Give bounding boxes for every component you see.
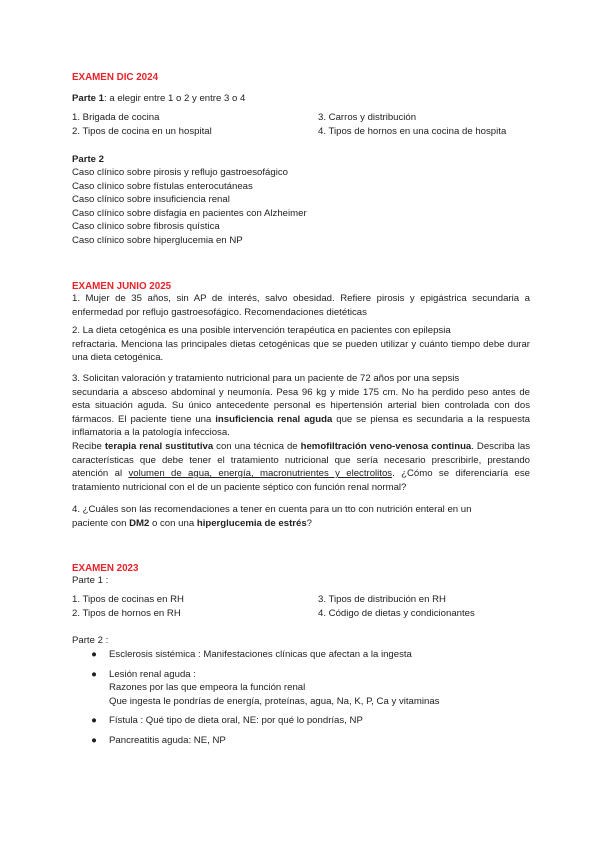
bullet-text: Esclerosis sistémica : Manifestaciones clínicas que afectan a la ingesta [109,649,412,660]
dic2024-items-left [72,111,212,138]
bullet-text: Lesión renal aguda : [109,668,196,680]
ex2023-parte2-label: Parte 2 : [72,635,109,646]
underlined-run: volumen de agua, energía, macronutrientes y electrolitos [128,468,393,480]
junio2025-question-4 [72,503,530,530]
bullet-icon: ● [91,649,97,660]
list-item: 4. Código de dietas y condicionantes [318,607,475,619]
ex2023-items-right [318,593,475,620]
text-run: . Describa las características que debe tener el tratamiento nutricional que sería necesario prescribirle, prestando atención al [72,440,530,480]
list-item: Caso clínico sobre disfagia en pacientes con Alzheimer [72,207,307,219]
text-run: con una técnica de [213,440,301,452]
list-item: 1. Tipos de cocinas en RH [72,594,184,605]
text-run: ? [306,517,313,529]
text-run: paciente con [72,517,130,529]
list-item [90,734,530,748]
dic2024-parte1-label: Parte 1 [72,93,104,104]
bullet-text: Que ingesta le pondrías de energía, proteínas, agua, Na, K, P, Ca y vitaminas [109,695,440,707]
bold-run: insuficiencia renal aguda [215,413,333,425]
list-item: 2. Tipos de hornos en RH [72,607,181,619]
list-item: 2. Tipos de cocina en un hospital [72,125,212,137]
list-item: 1. Brigada de cocina [72,112,160,123]
text-run: Recibe [72,440,105,452]
list-item: 4. Tipos de hornos en una cocina de hospita [318,125,507,137]
question-2-rest: refractaria. Menciona las principales dietas cetogénicas que se pueden utilizar y cuánto tiempo debe durar una dieta cetogénica. [72,338,530,364]
list-item: Caso clínico sobre fibrosis quística [72,221,220,233]
list-item: Caso clínico sobre pirosis y reflujo gastroesofágico [72,167,288,178]
text-run: que se piensa es secundaria a la respuesta inflamatoria a la patología infecciosa. [72,413,530,439]
list-item: 3. Carros y distribución [318,112,417,123]
question-4-line1: 4. ¿Cuáles son las recomendaciones a tener en cuenta para un tto con nutrición enteral en un [72,504,472,515]
dic2024-parte2-label: Parte 2 [72,154,104,165]
text-run: o con una [149,517,197,529]
question-4-line2 [72,517,530,531]
ex2023-items-left [72,593,184,620]
ex2023-parte1-label: Parte 1 : [72,575,109,586]
dic2024-parte1-desc: : a elegir entre 1 o 2 y entre 3 o 4 [104,93,246,104]
junio2025-question-1: 1. Mujer de 35 años, sin AP de interés, salvo obesidad. Refiere pirosis y epigástrica secundaria a enfermedad por reflujo gastroesofágico. Recomendaciones dietéticas [72,293,530,318]
junio2025-question-2 [72,324,530,365]
section-title-2023: EXAMEN 2023 [72,563,139,574]
section-title-dic-2024: EXAMEN DIC 2024 [72,72,159,83]
bullet-text: Pancreatitis aguda: NE, NP [109,734,226,746]
text-run: . ¿Cómo se diferenciaría ese tratamiento nutricional con el de un paciente séptico con función renal normal? [72,468,530,493]
question-3-paragraph-a [72,386,530,440]
bullet-text: Fístula : Qué tipo de dieta oral, NE: por qué lo pondrías, NP [109,715,363,727]
bold-run: hemofiltración veno-venosa continua [300,440,472,452]
question-3-paragraph-b [72,440,530,494]
bullet-icon: ● [91,668,97,680]
bullet-icon: ● [91,734,97,746]
list-item: Caso clínico sobre fístulas enterocutáneas [72,180,253,192]
list-item [90,714,530,728]
text-run: secundaria a absceso abdominal y neumonía. Pesa 96 kg y mide 175 cm. No ha perdido peso antes de esta situación aguda. Su único antecedente personal es hipertensión arterial bien controlada con dos fármacos. El paciente tiene una [72,386,530,425]
dic2024-parte1-heading [72,92,245,106]
section-title-junio-2025: EXAMEN JUNIO 2025 [72,281,172,292]
list-item: Caso clínico sobre hiperglucemia en NP [72,234,243,246]
junio2025-question-3 [72,372,530,494]
bold-run: DM2 [129,517,150,529]
question-3-line1: 3. Solicitan valoración y tratamiento nutricional para un paciente de 72 años por una sepsis [72,373,460,384]
ex2023-bullet-list [90,648,530,754]
bold-run: hiperglucemia de estrés [196,517,307,529]
bullet-icon: ● [91,715,97,727]
list-item [90,668,530,709]
bullet-text: Razones por las que empeora la función renal [109,682,306,694]
bold-run: terapia renal sustitutiva [104,440,214,452]
dic2024-casos-list [72,166,307,248]
list-item: 3. Tipos de distribución en RH [318,594,446,605]
dic2024-items-right [318,111,506,138]
list-item [90,648,530,662]
list-item: Caso clínico sobre insuficiencia renal [72,194,230,206]
question-2-line1: 2. La dieta cetogénica es una posible intervención terapéutica en pacientes con epilepsia [72,325,451,336]
